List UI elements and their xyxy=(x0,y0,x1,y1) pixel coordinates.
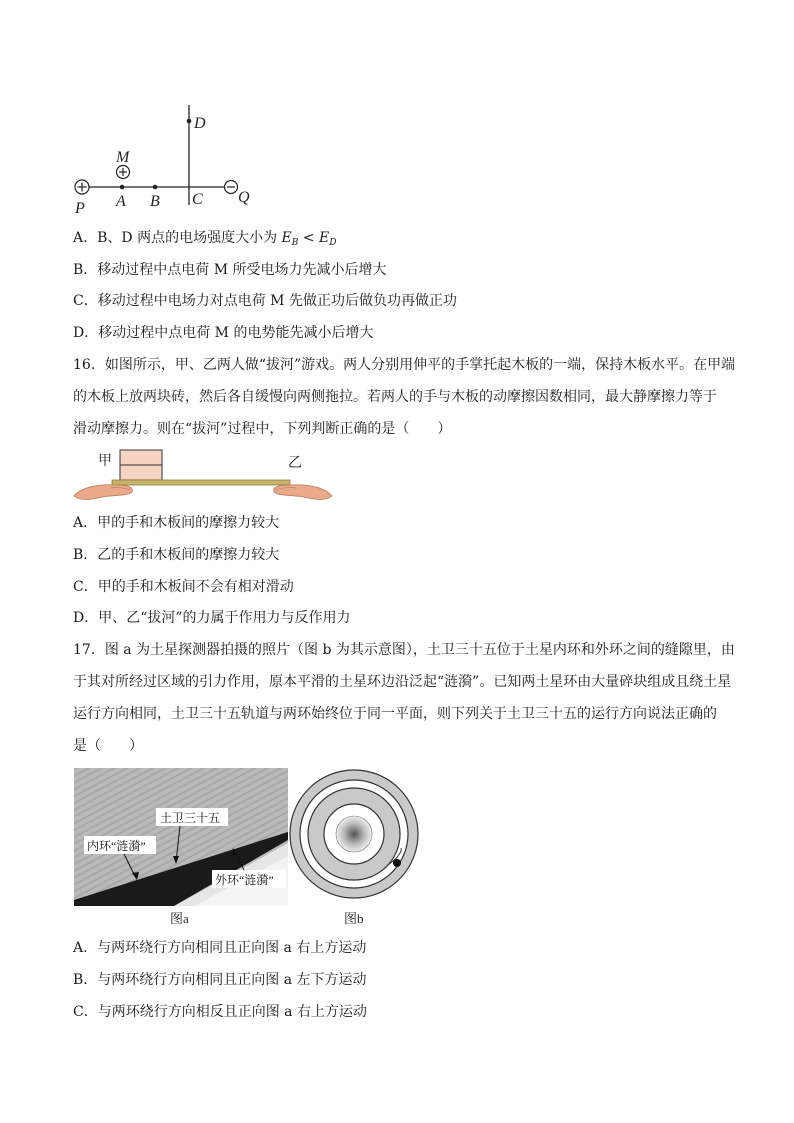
label-moon: 土卫三十五 xyxy=(160,811,221,825)
wooden-board xyxy=(112,480,290,485)
figure-b-ring-schematic xyxy=(288,768,426,928)
q16-stem-line-2: 的木板上放两块砖，然后各自缓慢向两侧拖拉。若两人的手与木板的动摩擦因数相同，最大静摩擦力等于 xyxy=(73,389,717,405)
q16-stem-line-1: 16．如图所示，甲、乙两人做“拔河”游戏。两人分别用伸平的手掌托起木板的一端，保持木板水平。在甲端 xyxy=(73,357,736,373)
label-yi: 乙 xyxy=(288,456,302,471)
brick-top xyxy=(120,450,162,465)
point-a-dot xyxy=(120,185,125,190)
tug-of-war-figure xyxy=(72,448,334,506)
q16-option-d: D．甲、乙“拔河”的力属于作用力与反作用力 xyxy=(73,610,351,626)
q17-stem-line-1: 17．图 a 为土星探测器拍摄的照片（图 b 为其示意图），土卫三十五位于土星内环和外环之间的缝隙里，由 xyxy=(73,642,735,658)
q16-stem-line-3: 滑动摩擦力。则在“拔河”过程中，下列判断正确的是（ ） xyxy=(73,421,452,437)
label-b: B xyxy=(150,193,160,210)
label-jia: 甲 xyxy=(98,454,112,469)
caption-figure-b: 图b xyxy=(344,911,364,926)
label-a: A xyxy=(116,193,126,210)
caption-figure-a: 图a xyxy=(170,911,189,926)
label-outer-ripple: 外环“涟漪” xyxy=(215,873,274,887)
q17-stem-line-4: 是（ ） xyxy=(73,738,143,754)
q17-option-c: C．与两环绕行方向相反且正向图 a 右上方运动 xyxy=(73,1004,367,1020)
point-d-dot xyxy=(187,119,192,124)
label-p: P xyxy=(75,200,85,217)
q15-option-b: B．移动过程中点电荷 M 所受电场力先减小后增大 xyxy=(73,262,387,278)
brick-bottom xyxy=(120,465,162,480)
q17-option-b: B．与两环绕行方向相同且正向图 a 左下方运动 xyxy=(73,972,367,988)
q15-option-c: C．移动过程中电场力对点电荷 M 先做正功后做负功再做正功 xyxy=(73,293,457,309)
right-hand-icon xyxy=(274,485,332,500)
saturn-icon xyxy=(336,816,372,852)
label-q: Q xyxy=(238,189,250,206)
label-inner-ripple: 内环“涟漪” xyxy=(87,839,146,853)
charge-diagram xyxy=(70,100,270,220)
moon-dot-icon xyxy=(393,859,401,867)
q17-option-a: A．与两环绕行方向相同且正向图 a 右上方运动 xyxy=(73,940,367,956)
q16-option-a: A．甲的手和木板间的摩擦力较大 xyxy=(73,515,280,531)
q16-option-c: C．甲的手和木板间不会有相对滑动 xyxy=(73,579,294,595)
label-m: M xyxy=(116,149,130,166)
q15-option-d: D．移动过程中点电荷 M 的电势能先减小后增大 xyxy=(73,325,374,341)
q15-option-a: A．B、D 两点的电场强度大小为 $E_B < E_D$ xyxy=(73,230,337,248)
point-b-dot xyxy=(153,185,158,190)
q16-option-b: B．乙的手和木板间的摩擦力较大 xyxy=(73,547,280,563)
label-d: D xyxy=(194,115,206,132)
figure-a-ring-photo xyxy=(74,768,288,928)
label-c: C xyxy=(192,191,203,208)
q17-stem-line-3: 运行方向相同，土卫三十五轨道与两环始终位于同一平面，则下列关于土卫三十五的运行方向说法正确的 xyxy=(73,706,717,722)
left-hand-icon xyxy=(74,485,132,500)
q17-stem-line-2: 于其对所经过区域的引力作用，原本平滑的土星环边沿泛起“涟漪”。已知两土星环由大量碎块组成且绕土星 xyxy=(73,674,732,690)
